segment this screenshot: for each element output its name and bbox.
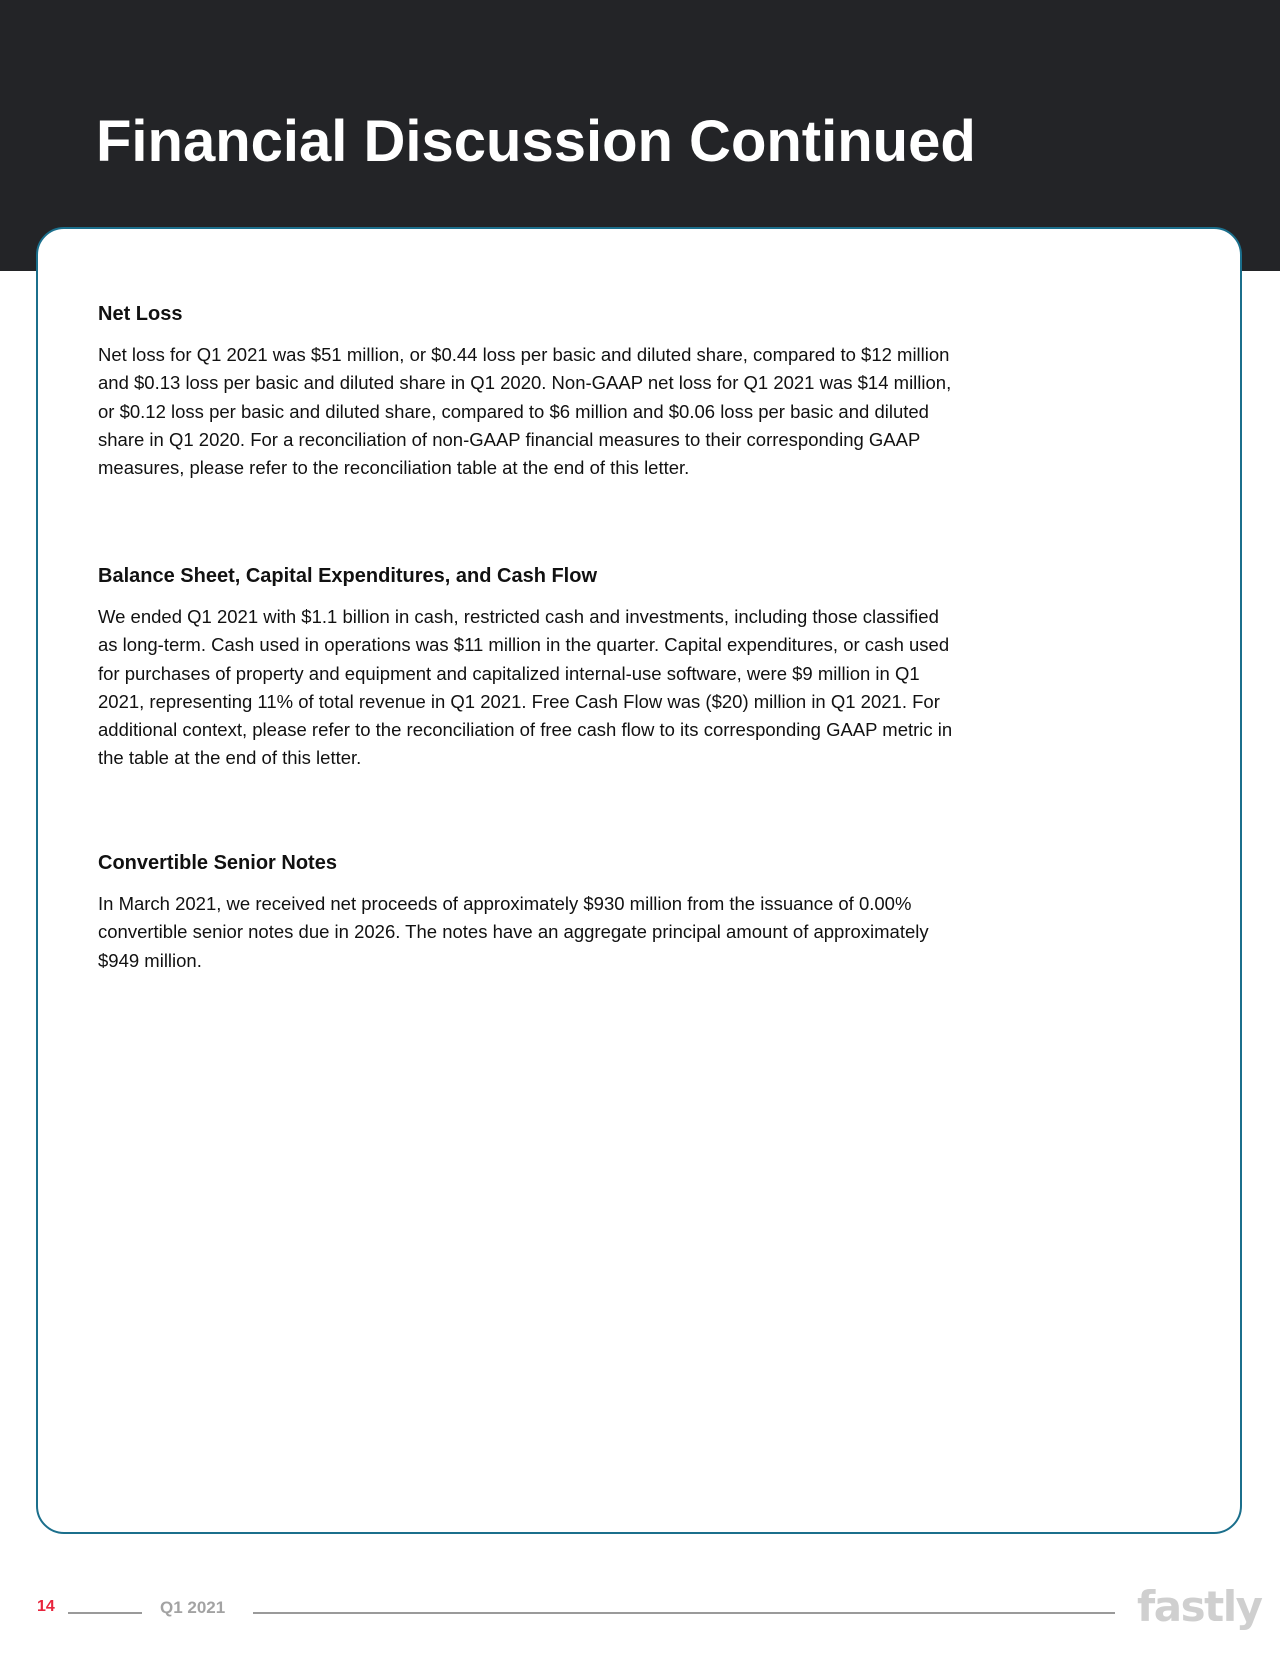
section-heading: Convertible Senior Notes xyxy=(98,852,337,874)
section-body: Net loss for Q1 2021 was $51 million, or $0.44 loss per basic and diluted share, compared to $12 million and $0.13 loss per basic and diluted share in Q1 2020. Non-GAAP net loss for Q1 2021 was $14 million, or $0.12 loss per basic and diluted share, compared to $6 million and $0.06 loss per basic and diluted share in Q1 2020. For a reconciliation of non-GAAP financial measures to their corresponding GAAP measures, please refer to the reconciliation table at the end of this letter. xyxy=(98,344,952,479)
footer-period: Q1 2021 xyxy=(160,1598,226,1617)
section-heading: Balance Sheet, Capital Expenditures, and Cash Flow xyxy=(98,565,598,587)
footer-divider xyxy=(68,1612,142,1614)
page-title: Financial Discussion Continued xyxy=(96,109,976,174)
page-number: 14 xyxy=(37,1598,55,1615)
section-body: We ended Q1 2021 with $1.1 billion in cash, restricted cash and investments, including those classified as long-term. Cash used in operations was $11 million in the quarter. Capital expenditures, or cash used for purchases of property and equipment and capitalized internal-use software, were $9 million in Q1 2021, representing 11% of total revenue in Q1 2021. Free Cash Flow was ($20) million in Q1 2021. For additional context, please refer to the reconciliation of free cash flow to its corresponding GAAP metric in the table at the end of this letter. xyxy=(98,606,953,769)
section-heading: Net Loss xyxy=(98,303,183,325)
page-footer xyxy=(0,1582,1280,1631)
section-convertible-notes xyxy=(98,849,958,975)
section-body: In March 2021, we received net proceeds of approximately $930 million from the issuance of 0.00% convertible senior notes due in 2026. The notes have an aggregate principal amount of approximately $949 million. xyxy=(98,893,929,971)
section-net-loss xyxy=(98,300,958,482)
section-balance-sheet xyxy=(98,562,958,773)
fastly-logo: fastly xyxy=(1137,1582,1262,1631)
content-card xyxy=(36,227,1242,1534)
footer-divider xyxy=(253,1612,1115,1614)
